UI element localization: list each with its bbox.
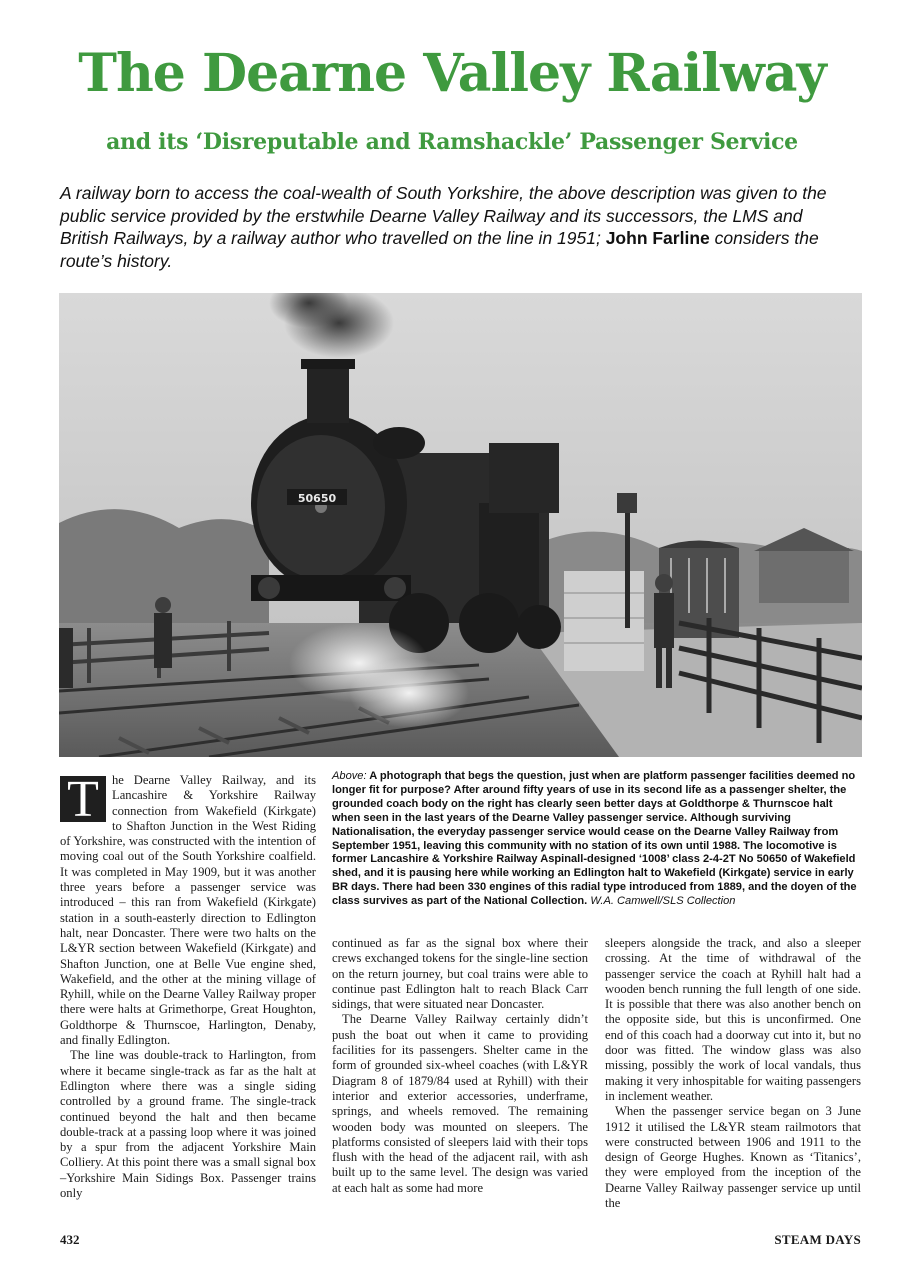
locomotive-photo xyxy=(59,293,862,757)
paragraph-text: he Dearne Valley Railway, and its Lancashire & Yorkshire Railway connection from Wakefield (Kirkgate) to Shafton Junction in the West Riding of Yorkshire, was constructed with the intention of moving coal out of the South Yorkshire coalfield. It was completed in May 1909, but it was another three years before a passenger service was introduced – this ran from Wakefield (Kirkgate) station in a south-easterly direction to Edlington halt, near Doncaster. There were two halts on the L&YR section between Wakefield (Kirkgate) and Shafton Junction, one at Belle Vue engine shed, Wakefield, and the other at the mining village of Ryhill, while on the Dearne Valley Railway proper there were halts at Grimethorpe, Great Houghton, Goldthorpe & Thurnscoe, Harlington, Denaby, and finally Edlington. xyxy=(60,773,316,1048)
standfirst-text: A railway born to access the coal-wealth of South Yorkshire, the above description was given to the public service provided by the erstwhile Dearne Valley Railway and its successors, the LMS and British Railways, by a railway author who travelled on the line in 1951; xyxy=(60,183,827,248)
author-name: John Farline xyxy=(605,228,710,248)
article-paragraph: The Dearne Valley Railway certainly didn’t push the boat out when it came to providing facilities for its passengers. Shelter came in the form of grounded six-wheel coaches (with L&YR Diagram 8 of 1879/84 used at Ryhill) with their interior and exterior accessories, underframe, springs, and wheels removed. The remaining wooden body was mounted on sleepers. The platforms consisted of sleepers laid with their tops flush with the head of the adjacent rail, with ash built up to the same level. The design was varied at each halt as some had more xyxy=(332,1012,588,1195)
article-paragraph: The line was double-track to Harlington, from where it became single-track as far as the halt at Edlington where there was a single siding controlled by a ground frame. The single-track continued beyond the halt and then became double-track at a passing loop where it was joined by a spur from the adjacent Yorkshire Main Colliery. At this point there was a small signal box –Yorkshire Main Sidings Box. Passenger trains only xyxy=(60,1048,316,1201)
locomotive-photo-illustration xyxy=(59,293,862,757)
standfirst xyxy=(60,182,845,272)
magazine-name: STEAM DAYS xyxy=(774,1232,861,1247)
caption-lead: Above: xyxy=(332,770,367,782)
caption-body: A photograph that begs the question, just when are platform passenger facilities deemed no longer fit for purpose? After around fifty years of use in its second life as a passenger shelter, the grounded coach body on the right has clearly seen better days at Goldthorpe & Thurnscoe halt when seen in the last years of the Dearne Valley passenger service. Although surviving Nationalisation, the everyday passenger service would cease on the Dearne Valley Railway from September 1951, leaving this community with no station of its own until 1988. The locomotive is former Lancashire & Yorkshire Railway Aspinall-designed ‘1008’ class 2-4-2T No 50650 of Wakefield shed, and it is pausing here while working an Edlington halt to Wakefield (Kirkgate) service in early BR days. There had been 330 engines of this radial type introduced from 1889, and the doyen of the class survives as part of the National Collection. xyxy=(332,770,857,908)
article-paragraph: When the passenger service began on 3 June 1912 it utilised the L&YR steam railmotors that were constructed between 1906 and 1911 to the design of George Hughes. Known as ‘Titanics’, they were employed from the inception of the Dearne Valley Railway passenger service up until the xyxy=(605,1104,861,1211)
standfirst-tail: considers the route’s history. xyxy=(60,228,819,271)
smokebox-number: 50650 xyxy=(297,492,337,505)
article-paragraph: continued as far as the signal box where their crews exchanged tokens for the single-line section on the return journey, but coal trains were able to continue past Edlington halt to reach Black Carr sidings, that were situated near Doncaster. xyxy=(332,936,588,1012)
article-column-1 xyxy=(60,773,316,1201)
article-column-2 xyxy=(332,936,588,1196)
article-paragraph: sleepers alongside the track, and also a sleeper crossing. At the time of withdrawal of the passenger service the coach at Ryhill halt had a wooden bench running the full length of one side. It is possible that there was also another bench on the opposite side, but this is unconfirmed. One end of this coach had a doorway cut into it, but no door was fitted. The window glass was also missing, possibly the work of local vandals, thus making it very inhospitable for waiting passengers in inclement weather. xyxy=(605,936,861,1103)
page-number: 432 xyxy=(60,1232,80,1247)
article-paragraph xyxy=(60,773,316,1048)
drop-cap: T xyxy=(60,776,106,822)
photo-credit: W.A. Camwell/SLS Collection xyxy=(590,895,736,908)
article-title: The Dearne Valley Railway xyxy=(78,43,826,104)
article-subtitle: and its ‘Disreputable and Ramshackle’ Passenger Service xyxy=(106,129,798,155)
article-column-3 xyxy=(605,936,861,1211)
photo-caption xyxy=(332,770,862,909)
